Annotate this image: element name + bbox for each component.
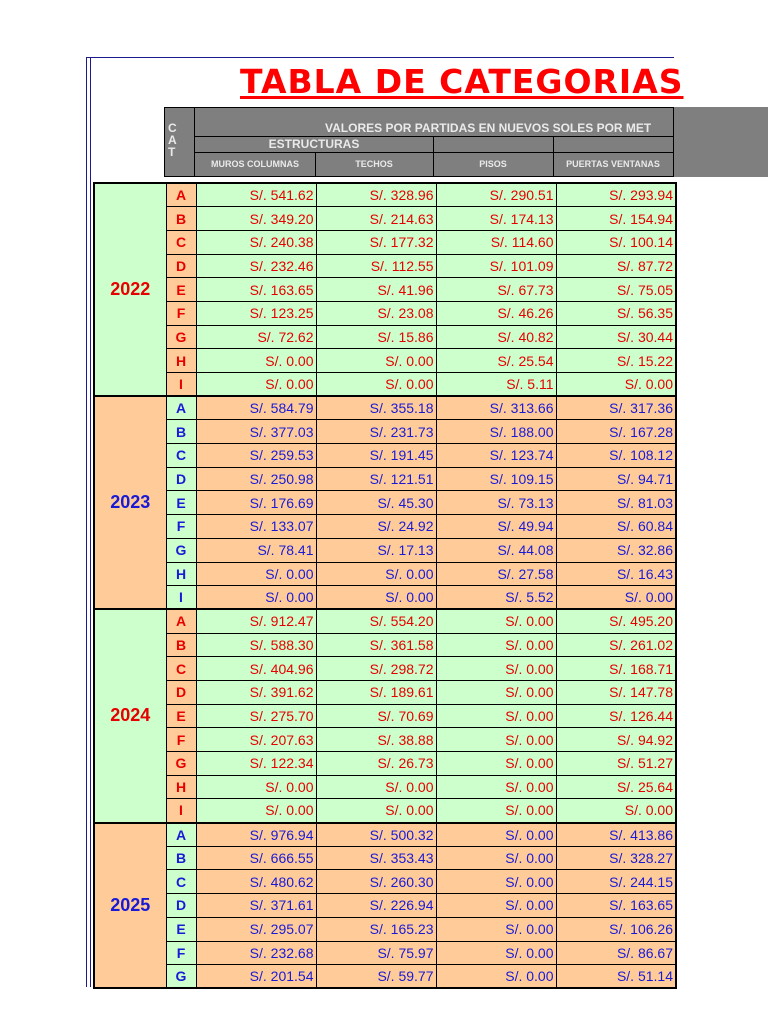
value-cell: S/. 298.72 (316, 657, 436, 681)
value-cell: S/. 328.96 (316, 183, 436, 207)
value-cell: S/. 976.94 (196, 823, 316, 847)
table-row (94, 491, 676, 515)
category-cell: E (166, 278, 196, 302)
category-cell: H (166, 775, 196, 799)
table-row (94, 728, 676, 752)
value-cell: S/. 168.71 (556, 657, 676, 681)
value-cell: S/. 0.00 (196, 586, 316, 610)
value-cell: S/. 5.11 (436, 373, 556, 397)
category-cell: G (166, 965, 196, 989)
page-border-left-inner (90, 57, 91, 987)
category-cell: B (166, 633, 196, 657)
value-cell: S/. 0.00 (436, 680, 556, 704)
category-cell: A (166, 396, 196, 420)
value-cell: S/. 59.77 (316, 965, 436, 989)
table-row (94, 941, 676, 965)
table-row (94, 278, 676, 302)
value-cell: S/. 232.46 (196, 254, 316, 278)
value-cell: S/. 109.15 (436, 467, 556, 491)
value-cell: S/. 244.15 (556, 870, 676, 894)
value-cell: S/. 72.62 (196, 325, 316, 349)
table-row (94, 349, 676, 373)
value-cell: S/. 500.32 (316, 823, 436, 847)
year-block-2025 (94, 823, 676, 989)
category-cell: I (166, 373, 196, 397)
value-cell: S/. 87.72 (556, 254, 676, 278)
value-cell: S/. 361.58 (316, 633, 436, 657)
value-cell: S/. 226.94 (316, 894, 436, 918)
value-cell: S/. 355.18 (316, 396, 436, 420)
value-cell: S/. 121.51 (316, 467, 436, 491)
value-cell: S/. 41.96 (316, 278, 436, 302)
value-cell: S/. 56.35 (556, 301, 676, 325)
value-cell: S/. 0.00 (556, 586, 676, 610)
value-cell: S/. 0.00 (436, 657, 556, 681)
value-cell: S/. 0.00 (316, 373, 436, 397)
value-cell: S/. 0.00 (316, 562, 436, 586)
header-col-pisos: PISOS (479, 159, 507, 169)
value-cell: S/. 51.27 (556, 752, 676, 776)
year-label: 2023 (94, 396, 166, 609)
value-cell: S/. 391.62 (196, 680, 316, 704)
category-cell: I (166, 586, 196, 610)
category-cell: C (166, 444, 196, 468)
category-cell: G (166, 752, 196, 776)
value-cell: S/. 0.00 (196, 349, 316, 373)
value-cell: S/. 588.30 (196, 633, 316, 657)
value-cell: S/. 260.30 (316, 870, 436, 894)
value-cell: S/. 27.58 (436, 562, 556, 586)
year-label: 2022 (94, 183, 166, 396)
value-cell: S/. 0.00 (196, 562, 316, 586)
value-cell: S/. 108.12 (556, 444, 676, 468)
table-row (94, 704, 676, 728)
value-cell: S/. 353.43 (316, 846, 436, 870)
value-cell: S/. 177.32 (316, 230, 436, 254)
value-cell: S/. 0.00 (556, 799, 676, 823)
value-cell: S/. 133.07 (196, 515, 316, 539)
category-cell: E (166, 491, 196, 515)
value-cell: S/. 51.14 (556, 965, 676, 989)
table-row (94, 562, 676, 586)
value-cell: S/. 371.61 (196, 894, 316, 918)
table-row (94, 207, 676, 231)
page-title: TABLA DE CATEGORIAS (240, 62, 684, 101)
table-row (94, 917, 676, 941)
value-cell: S/. 290.51 (436, 183, 556, 207)
value-cell: S/. 94.92 (556, 728, 676, 752)
value-cell: S/. 240.38 (196, 230, 316, 254)
value-cell: S/. 0.00 (436, 799, 556, 823)
value-cell: S/. 0.00 (316, 349, 436, 373)
value-cell: S/. 0.00 (316, 799, 436, 823)
value-cell: S/. 214.63 (316, 207, 436, 231)
value-cell: S/. 313.66 (436, 396, 556, 420)
category-cell: D (166, 254, 196, 278)
value-cell: S/. 106.26 (556, 917, 676, 941)
table-row (94, 609, 676, 633)
page-border-left-outer (86, 57, 87, 987)
category-cell: D (166, 894, 196, 918)
value-cell: S/. 94.71 (556, 467, 676, 491)
table-header (164, 107, 674, 177)
value-cell: S/. 15.22 (556, 349, 676, 373)
header-group-box-1 (433, 136, 434, 176)
table-row (94, 633, 676, 657)
category-cell: E (166, 917, 196, 941)
value-cell: S/. 0.00 (436, 704, 556, 728)
value-cell: S/. 26.73 (316, 752, 436, 776)
value-cell: S/. 541.62 (196, 183, 316, 207)
value-cell: S/. 114.60 (436, 230, 556, 254)
value-cell: S/. 49.94 (436, 515, 556, 539)
value-cell: S/. 154.94 (556, 207, 676, 231)
table-row (94, 420, 676, 444)
value-cell: S/. 584.79 (196, 396, 316, 420)
value-cell: S/. 404.96 (196, 657, 316, 681)
value-cell: S/. 201.54 (196, 965, 316, 989)
value-cell: S/. 0.00 (196, 775, 316, 799)
category-cell: F (166, 301, 196, 325)
value-cell: S/. 70.69 (316, 704, 436, 728)
value-cell: S/. 44.08 (436, 538, 556, 562)
category-cell: F (166, 941, 196, 965)
value-cell: S/. 147.78 (556, 680, 676, 704)
value-cell: S/. 25.54 (436, 349, 556, 373)
category-cell: A (166, 183, 196, 207)
table-row (94, 515, 676, 539)
table-row (94, 538, 676, 562)
value-cell: S/. 317.36 (556, 396, 676, 420)
table-row (94, 183, 676, 207)
value-cell: S/. 554.20 (316, 609, 436, 633)
page-border-top (86, 57, 674, 58)
value-cell: S/. 0.00 (436, 965, 556, 989)
category-cell: E (166, 704, 196, 728)
value-cell: S/. 163.65 (556, 894, 676, 918)
value-cell: S/. 60.84 (556, 515, 676, 539)
value-cell: S/. 75.05 (556, 278, 676, 302)
value-cell: S/. 0.00 (436, 870, 556, 894)
table-row (94, 301, 676, 325)
value-cell: S/. 0.00 (436, 846, 556, 870)
value-cell: S/. 377.03 (196, 420, 316, 444)
category-cell: A (166, 609, 196, 633)
category-cell: B (166, 846, 196, 870)
header-group-box-2 (553, 136, 554, 176)
value-cell: S/. 328.27 (556, 846, 676, 870)
value-cell: S/. 259.53 (196, 444, 316, 468)
category-cell: I (166, 799, 196, 823)
category-cell: C (166, 870, 196, 894)
value-cell: S/. 15.86 (316, 325, 436, 349)
value-cell: S/. 73.13 (436, 491, 556, 515)
table-row (94, 846, 676, 870)
header-col-muros: MUROS COLUMNAS (211, 159, 299, 169)
value-cell: S/. 126.44 (556, 704, 676, 728)
value-cell: S/. 0.00 (436, 633, 556, 657)
value-cell: S/. 232.68 (196, 941, 316, 965)
value-cell: S/. 666.55 (196, 846, 316, 870)
value-cell: S/. 123.74 (436, 444, 556, 468)
category-cell: F (166, 515, 196, 539)
value-cell: S/. 0.00 (436, 823, 556, 847)
header-col-puertas: PUERTAS VENTANAS (566, 159, 660, 169)
value-cell: S/. 261.02 (556, 633, 676, 657)
value-cell: S/. 349.20 (196, 207, 316, 231)
value-cell: S/. 101.09 (436, 254, 556, 278)
value-cell: S/. 112.55 (316, 254, 436, 278)
table-row (94, 965, 676, 989)
value-cell: S/. 295.07 (196, 917, 316, 941)
year-label: 2025 (94, 823, 166, 989)
value-cell: S/. 16.43 (556, 562, 676, 586)
table-row (94, 799, 676, 823)
value-cell: S/. 293.94 (556, 183, 676, 207)
category-cell: F (166, 728, 196, 752)
year-label: 2024 (94, 609, 166, 822)
value-cell: S/. 163.65 (196, 278, 316, 302)
header-group-estructuras: ESTRUCTURAS (268, 137, 360, 151)
value-cell: S/. 0.00 (316, 775, 436, 799)
value-cell: S/. 0.00 (436, 728, 556, 752)
value-cell: S/. 38.88 (316, 728, 436, 752)
value-cell: S/. 78.41 (196, 538, 316, 562)
value-cell: S/. 23.08 (316, 301, 436, 325)
value-cell: S/. 100.14 (556, 230, 676, 254)
value-cell: S/. 0.00 (436, 752, 556, 776)
value-cell: S/. 250.98 (196, 467, 316, 491)
value-cell: S/. 123.25 (196, 301, 316, 325)
value-cell: S/. 413.86 (556, 823, 676, 847)
value-cell: S/. 45.30 (316, 491, 436, 515)
year-block-2023 (94, 396, 676, 609)
value-cell: S/. 231.73 (316, 420, 436, 444)
value-cell: S/. 25.64 (556, 775, 676, 799)
value-cell: S/. 480.62 (196, 870, 316, 894)
year-block-2024 (94, 609, 676, 822)
value-cell: S/. 67.73 (436, 278, 556, 302)
table-row (94, 325, 676, 349)
value-cell: S/. 81.03 (556, 491, 676, 515)
table-row (94, 230, 676, 254)
value-cell: S/. 0.00 (556, 373, 676, 397)
categories-table (93, 182, 677, 989)
value-cell: S/. 495.20 (556, 609, 676, 633)
value-cell: S/. 167.28 (556, 420, 676, 444)
category-cell: C (166, 230, 196, 254)
table-row (94, 396, 676, 420)
header-col-techos: TECHOS (355, 159, 393, 169)
value-cell: S/. 75.97 (316, 941, 436, 965)
category-cell: G (166, 325, 196, 349)
table-row (94, 586, 676, 610)
value-cell: S/. 0.00 (436, 917, 556, 941)
value-cell: S/. 912.47 (196, 609, 316, 633)
value-cell: S/. 46.26 (436, 301, 556, 325)
value-cell: S/. 86.67 (556, 941, 676, 965)
value-cell: S/. 122.34 (196, 752, 316, 776)
value-cell: S/. 0.00 (436, 609, 556, 633)
header-gray-extension (674, 107, 768, 177)
value-cell: S/. 207.63 (196, 728, 316, 752)
category-cell: H (166, 562, 196, 586)
category-cell: H (166, 349, 196, 373)
category-cell: D (166, 467, 196, 491)
value-cell: S/. 0.00 (196, 799, 316, 823)
value-cell: S/. 188.00 (436, 420, 556, 444)
category-cell: A (166, 823, 196, 847)
table-row (94, 870, 676, 894)
category-cell: B (166, 207, 196, 231)
table-row (94, 467, 676, 491)
table-row (94, 775, 676, 799)
value-cell: S/. 17.13 (316, 538, 436, 562)
category-cell: B (166, 420, 196, 444)
value-cell: S/. 0.00 (316, 586, 436, 610)
value-cell: S/. 32.86 (556, 538, 676, 562)
year-block-2022 (94, 183, 676, 396)
value-cell: S/. 30.44 (556, 325, 676, 349)
table-row (94, 752, 676, 776)
value-cell: S/. 5.52 (436, 586, 556, 610)
table-row (94, 657, 676, 681)
table-row (94, 894, 676, 918)
value-cell: S/. 24.92 (316, 515, 436, 539)
value-cell: S/. 0.00 (436, 894, 556, 918)
table-row (94, 823, 676, 847)
value-cell: S/. 176.69 (196, 491, 316, 515)
category-cell: C (166, 657, 196, 681)
table-row (94, 373, 676, 397)
value-cell: S/. 165.23 (316, 917, 436, 941)
header-cat-label: C A T (168, 122, 177, 158)
table-row (94, 444, 676, 468)
value-cell: S/. 174.13 (436, 207, 556, 231)
header-main-title: VALORES POR PARTIDAS EN NUEVOS SOLES POR MET (325, 121, 652, 135)
table-row (94, 680, 676, 704)
table-row (94, 254, 676, 278)
value-cell: S/. 0.00 (436, 941, 556, 965)
header-divider-2 (195, 152, 673, 153)
category-cell: G (166, 538, 196, 562)
category-cell: D (166, 680, 196, 704)
value-cell: S/. 40.82 (436, 325, 556, 349)
value-cell: S/. 0.00 (436, 775, 556, 799)
value-cell: S/. 0.00 (196, 373, 316, 397)
value-cell: S/. 275.70 (196, 704, 316, 728)
value-cell: S/. 189.61 (316, 680, 436, 704)
value-cell: S/. 191.45 (316, 444, 436, 468)
